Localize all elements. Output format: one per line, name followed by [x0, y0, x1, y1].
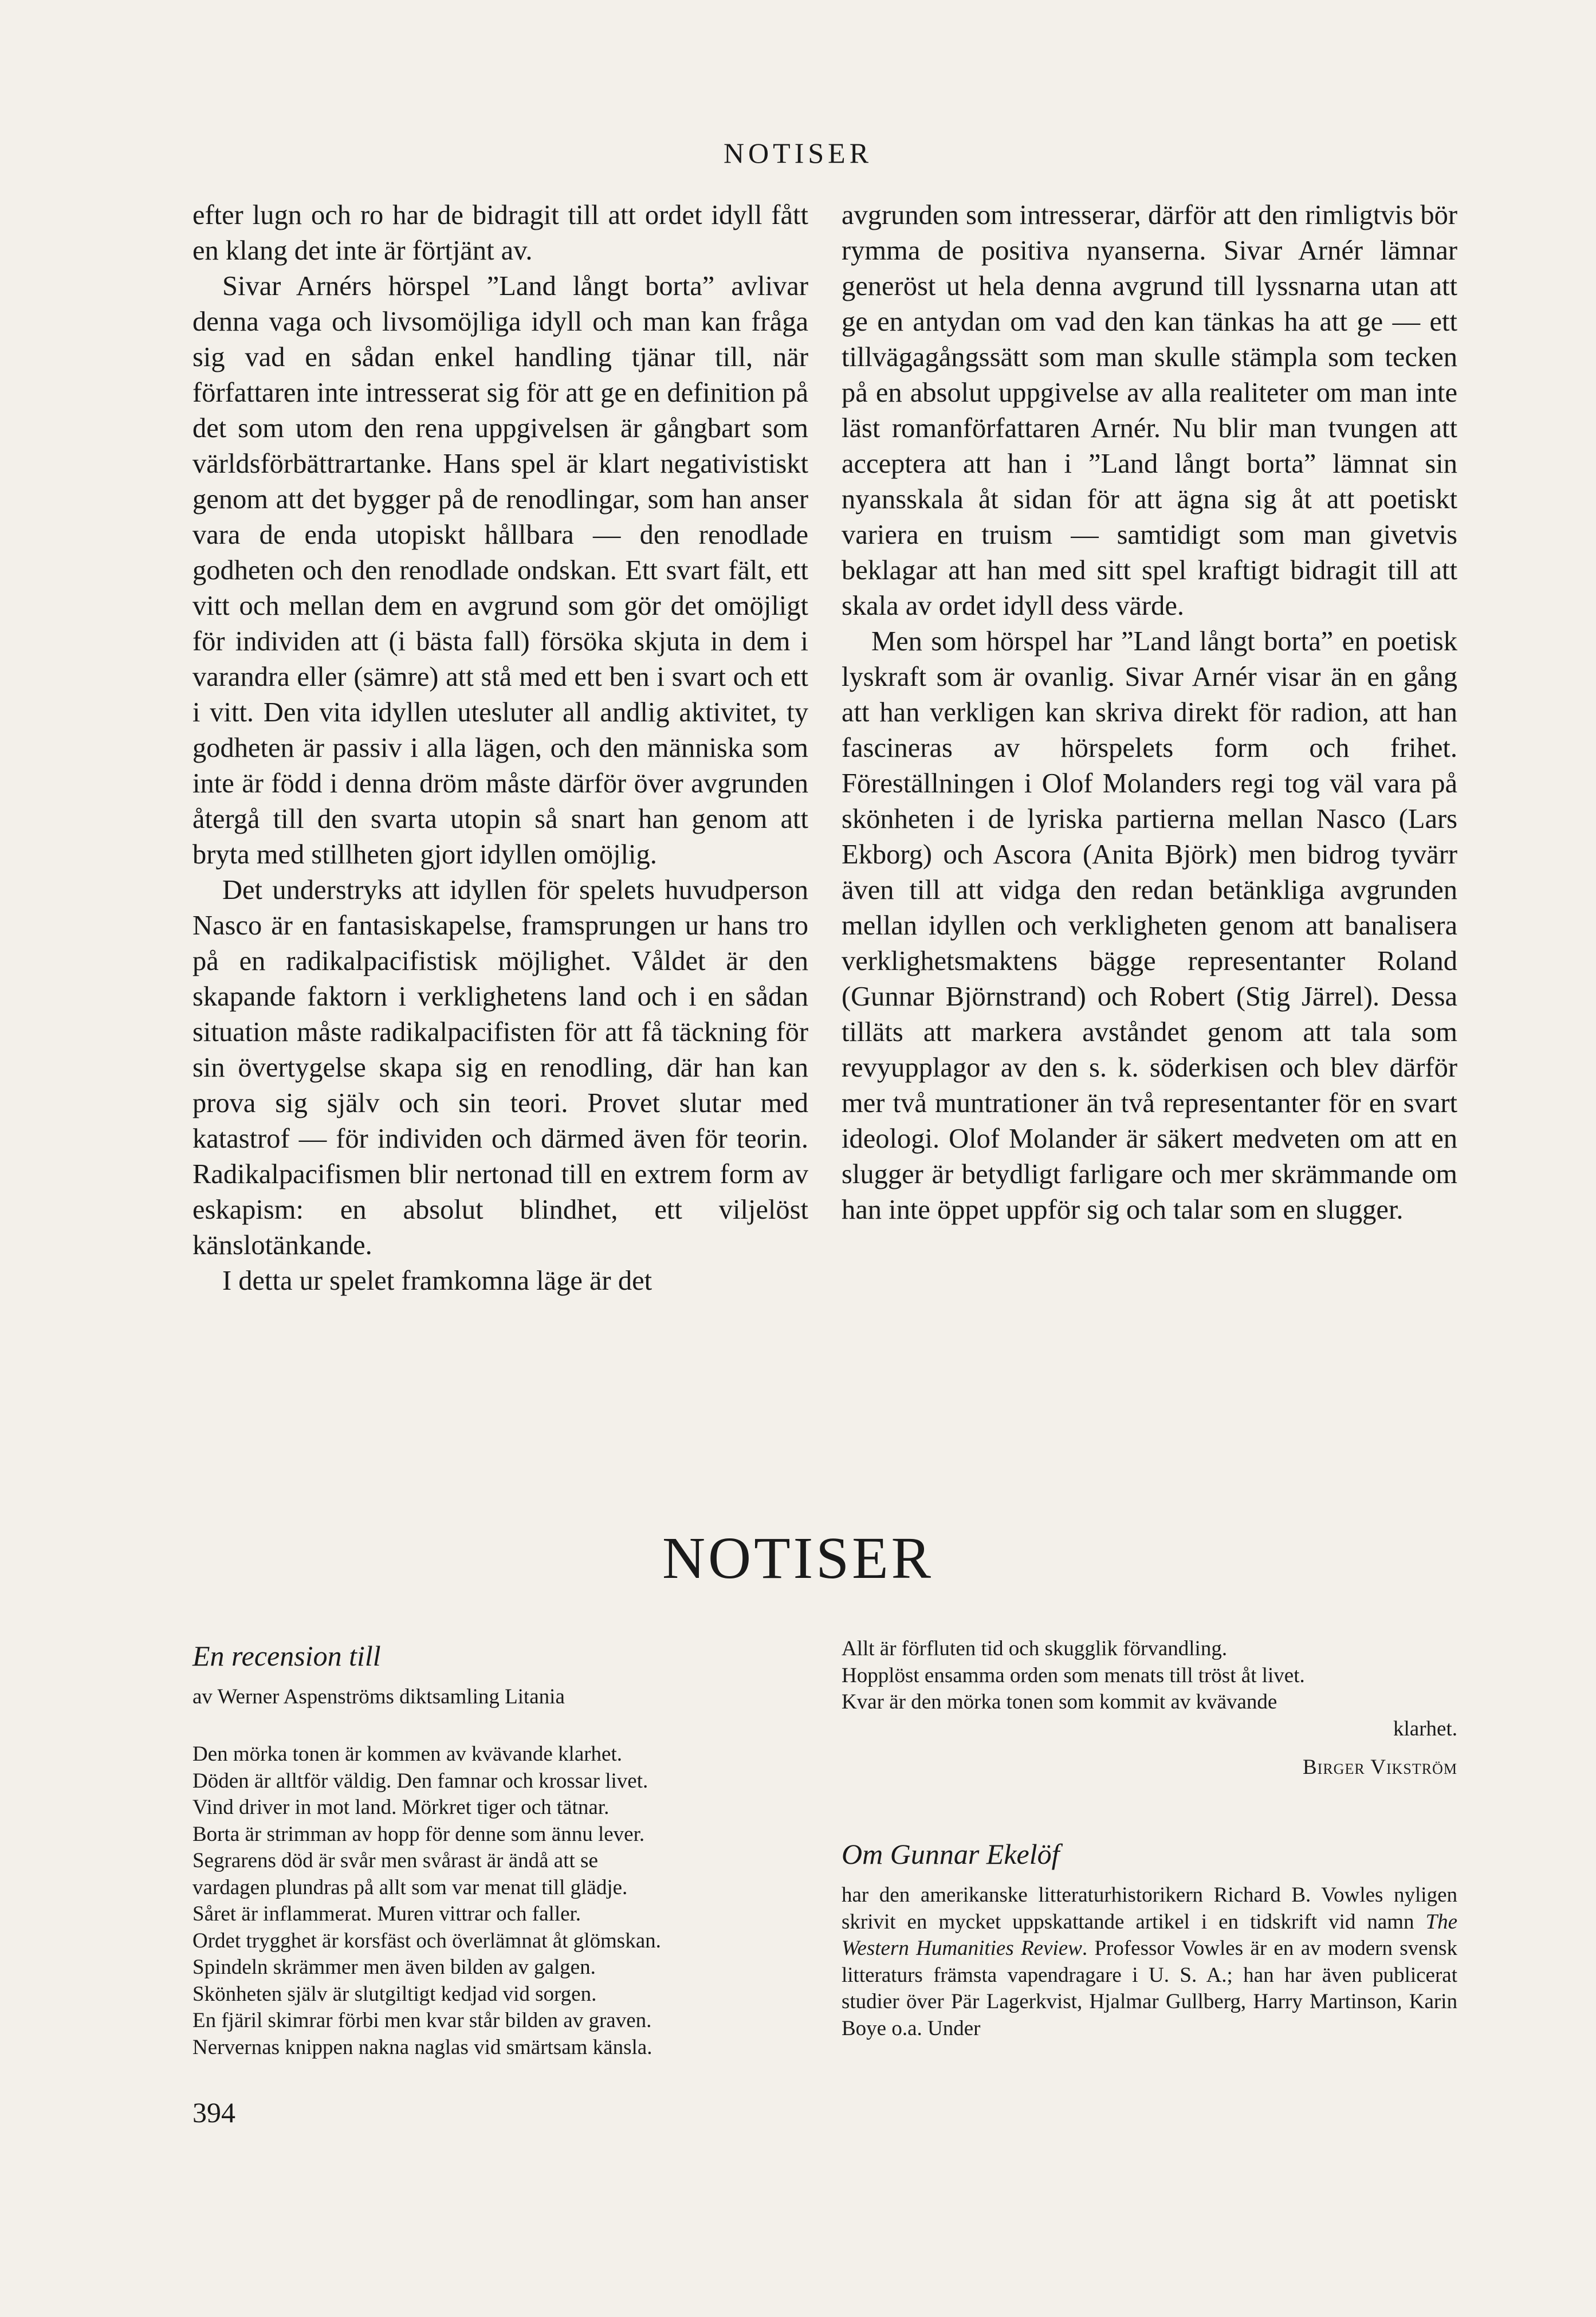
poem-line: Kvar är den mörka tonen som kommit av kvävande	[842, 1690, 1277, 1714]
paragraph: Men som hörspel har ”Land långt borta” en poetisk lyskraft som är ovanlig. Sivar Arnér visar än en gång att han verkligen kan skriva direkt för radion, att han fascineras av hörspelets form och frihet. Föreställningen i Olof Molanders regi tog väl vara på skönheten i de lyriska partierna mellan Nasco (Lars Ekborg) och Ascora (Anita Björk) men bidrog tyvärr även till att vidga den redan betänkliga avgrunden mellan idyllen och verkligheten genom att banalisera verklighetsmaktens bägge representanter Roland (Gunnar Björnstrand) och Robert (Stig Järrel). Dessa tilläts att markera avståndet genom att tala som revyupplagor av den s. k. söderkisen och blev därför mer två muntrationer än två representanter för en svart ideologi. Olof Molander är säkert medveten om att en slugger är betydligt farligare och mer skrämmande om han inte öppet uppför sig och talar som en slugger.	[842, 626, 1457, 1225]
poem-line: Segrarens död är svår men svårast är ändå att se	[192, 1849, 598, 1872]
essay-column-right	[842, 198, 1457, 1228]
poem-line: klarhet.	[1393, 1717, 1457, 1741]
section-title: NOTISER	[662, 1525, 934, 1591]
poem-line: Den mörka tonen är kommen av kvävande klarhet.	[192, 1742, 623, 1766]
notice-title: Om Gunnar Ekelöf	[842, 1838, 1060, 1870]
running-head: NOTISER	[723, 137, 873, 169]
poem	[192, 1741, 814, 2061]
poem-line: Skönheten själv är slutgiltigt kedjad vid sorgen.	[192, 1982, 597, 2006]
page-number: 394	[192, 2096, 235, 2129]
poem-line: Borta är strimman av hopp för denne som ännu lever.	[192, 1822, 645, 1846]
notice-column-right	[842, 1636, 1457, 2042]
poem-line: Vind driver in mot land. Mörkret tiger och tätnar.	[192, 1796, 610, 1819]
poem-line: Allt är förfluten tid och skugglik förvandling.	[842, 1637, 1228, 1660]
paragraph: Sivar Arnérs hörspel ”Land långt borta” avlivar denna vaga och livsomöjliga idyll och man kan fråga sig vad en sådan enkel handling tjänar till, när författaren inte intresserat sig för att ge en definition på det som utom den rena uppgivelsen är gångbart som världsförbättrartanke. Hans spel är klart negativistiskt genom att det bygger på de renodlingar, som han anser vara de enda utopiskt hållbara — den renodlade godheten och den renodlade ondskan. Ett svart fält, ett vitt och mellan dem en avgrund som gör det omöjligt för individen att (i bästa fall) försöka skjuta in dem i varandra eller (sämre) att stå med ett ben i svart och ett i vitt. Den vita idyllen utesluter all andlig aktivitet, ty godheten är passiv i alla lägen, och den människa som inte är född i denna dröm måste därför över avgrunden återgå till den svarta utopin så snart han genom att bryta med stillheten gjort idyllen omöjlig.	[192, 271, 808, 870]
poem-line: Nervernas knippen nakna naglas vid smärtsam känsla.	[192, 2035, 652, 2059]
poem-line: Spindeln skrämmer men även bilden av galgen.	[192, 1955, 596, 1979]
notice-body	[842, 1882, 1457, 2042]
paragraph: Det understryks att idyllen för spelets huvudperson Nasco är en fantasiskapelse, framsprungen ur hans tro på en radikalpacifistisk möjlighet. Våldet är den skapande faktorn i verklighetens land och i en sådan situation måste radikalpacifisten för att få täckning för sin övertygelse skapa sig en renodling, där han kan prova sig själv och sin teori. Provet slutar med katastrof — för individen och därmed även för teorin. Radikalpacifismen blir nertonad till en extrem form av eskapism: en absolut blindhet, ett viljelöst känslotänkande.	[192, 875, 808, 1260]
poem-line: Döden är alltför väldig. Den famnar och krossar livet.	[192, 1769, 648, 1793]
notice-column-left	[192, 1636, 814, 2061]
journal-title: The Western Humanities Review	[842, 1910, 1457, 1960]
poem-line: Hopplöst ensamma orden som menats till tröst åt livet.	[842, 1663, 1305, 1687]
poem-line: En fjäril skimrar förbi men kvar står bilden av graven.	[192, 2009, 652, 2032]
paragraph: efter lugn och ro har de bidragit till att ordet idyll fått en klang det inte är förtjänt av.	[192, 200, 808, 266]
paragraph: avgrunden som intresserar, därför att den rimligtvis bör rymma de positiva nyanserna. Sivar Arnér lämnar generöst ut hela denna avgrund till lyssnarna utan att ge en antydan om vad den kan tänkas ha att ge — ett tillvägagångssätt som man skulle stämpla som tecken på en absolut uppgivelse av alla realiteter om man inte läst romanförfattaren Arnér. Nu blir man tvungen att acceptera att han i ”Land långt borta” lämnat sin nyansskala åt sidan för att ägna sig åt att poetiskt variera en truism — samtidigt som man givetvis beklagar att han med sitt spel kraftigt bidragit till att skala av ordet idyll dess värde.	[842, 200, 1457, 621]
notice-body-text: . Professor Vowles är en av modern svensk litteraturs främsta vapendragare i U. S. A.; han har även publicerat studier över Pär Lagerkvist, Hjalmar Gullberg, Harry Martinson, Karin Boye o.a. Under	[842, 1937, 1457, 2040]
notice-body-text: har den amerikanske litteraturhistorikern Richard B. Vowles nyligen skrivit en mycket uppskattande artikel i en tidskrift vid namn	[842, 1883, 1457, 1934]
poem-line: Såret är inflammerat. Muren vittrar och faller.	[192, 1902, 581, 1926]
notice-title: En recension till	[192, 1640, 381, 1672]
notice-subtitle: av Werner Aspenströms diktsamling Litania	[192, 1685, 565, 1709]
essay-column-left	[192, 198, 808, 1299]
signature: Birger Vikström	[1303, 1756, 1457, 1779]
poem-continued	[842, 1636, 1457, 1742]
poem-line: Ordet trygghet är korsfäst och överlämnat åt glömskan.	[192, 1929, 661, 1953]
poem-line: vardagen plundras på allt som var menat till glädje.	[192, 1875, 628, 1899]
paragraph: I detta ur spelet framkomna läge är det	[222, 1266, 652, 1296]
